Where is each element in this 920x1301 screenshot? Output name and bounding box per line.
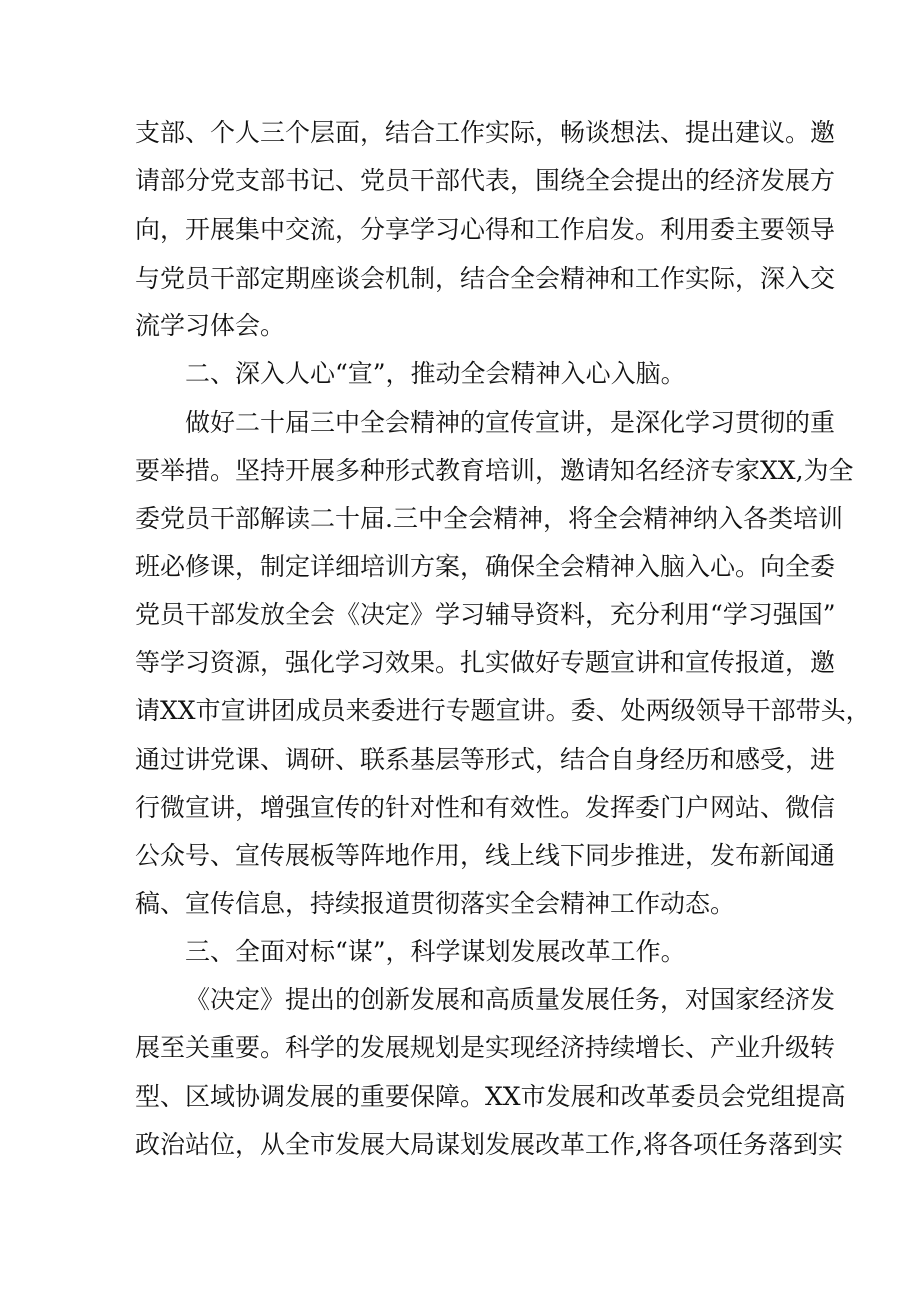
text-line: 流学习体会。 xyxy=(135,311,286,340)
text-line: 政治站位，从全市发展大局谋划发展改革工作,将各项任务落到实 xyxy=(135,1130,843,1159)
text-line: 向，开展集中交流，分享学习心得和工作启发。利用委主要领导 xyxy=(135,215,836,244)
text-line: 公众号、宣传展板等阵地作用，线上线下同步推进，发布新闻通 xyxy=(135,841,836,870)
text-line: 委党员干部解读二十届.三中全会精神，将全会精神纳入各类培训 xyxy=(135,504,843,533)
text-line: 班必修课，制定详细培训方案，确保全会精神入脑入心。向全委 xyxy=(135,552,836,581)
text-line: 等学习资源，强化学习效果。扎实做好专题宣讲和宣传报道，邀 xyxy=(135,648,836,677)
text-line: 请部分党支部书记、党员干部代表，围绕全会提出的经济发展方 xyxy=(135,166,836,195)
text-line: 支部、个人三个层面，结合工作实际，畅谈想法、提出建议。邀 xyxy=(135,118,836,147)
text-line: 与党员干部定期座谈会机制，结合全会精神和工作实际，深入交 xyxy=(135,264,836,293)
text-line: 型、区域协调发展的重要保障。XX市发展和改革委员会党组提高 xyxy=(135,1082,846,1111)
text-line: 党员干部发放全会《决定》学习辅导资料，充分利用“学习强国” xyxy=(135,600,836,629)
text-line: 做好二十届三中全会精神的宣传宣讲，是深化学习贯彻的重 xyxy=(185,408,836,437)
text-line: 请XX市宣讲团成员来委进行专题宣讲。委、处两级领导干部带头， xyxy=(135,696,871,725)
section-heading: 三、全面对标“谋”，科学谋划发展改革工作。 xyxy=(185,937,686,966)
text-line: 稿、宣传信息，持续报道贯彻落实全会精神工作动态。 xyxy=(135,889,736,918)
text-line: 要举措。坚持开展多种形式教育培训，邀请知名经济专家XX,为全 xyxy=(135,456,854,485)
text-line: 展至关重要。科学的发展规划是实现经济持续增长、产业升级转 xyxy=(135,1033,836,1062)
section-heading: 二、深入人心“宣”，推动全会精神入心入脑。 xyxy=(185,359,686,388)
text-line: 行微宣讲，增强宣传的针对性和有效性。发挥委门户网站、微信 xyxy=(135,793,836,822)
text-line: 《决定》提出的创新发展和高质量发展任务，对国家经济发 xyxy=(185,985,836,1014)
text-line: 通过讲党课、调研、联系基层等形式，结合自身经历和感受，进 xyxy=(135,745,836,774)
